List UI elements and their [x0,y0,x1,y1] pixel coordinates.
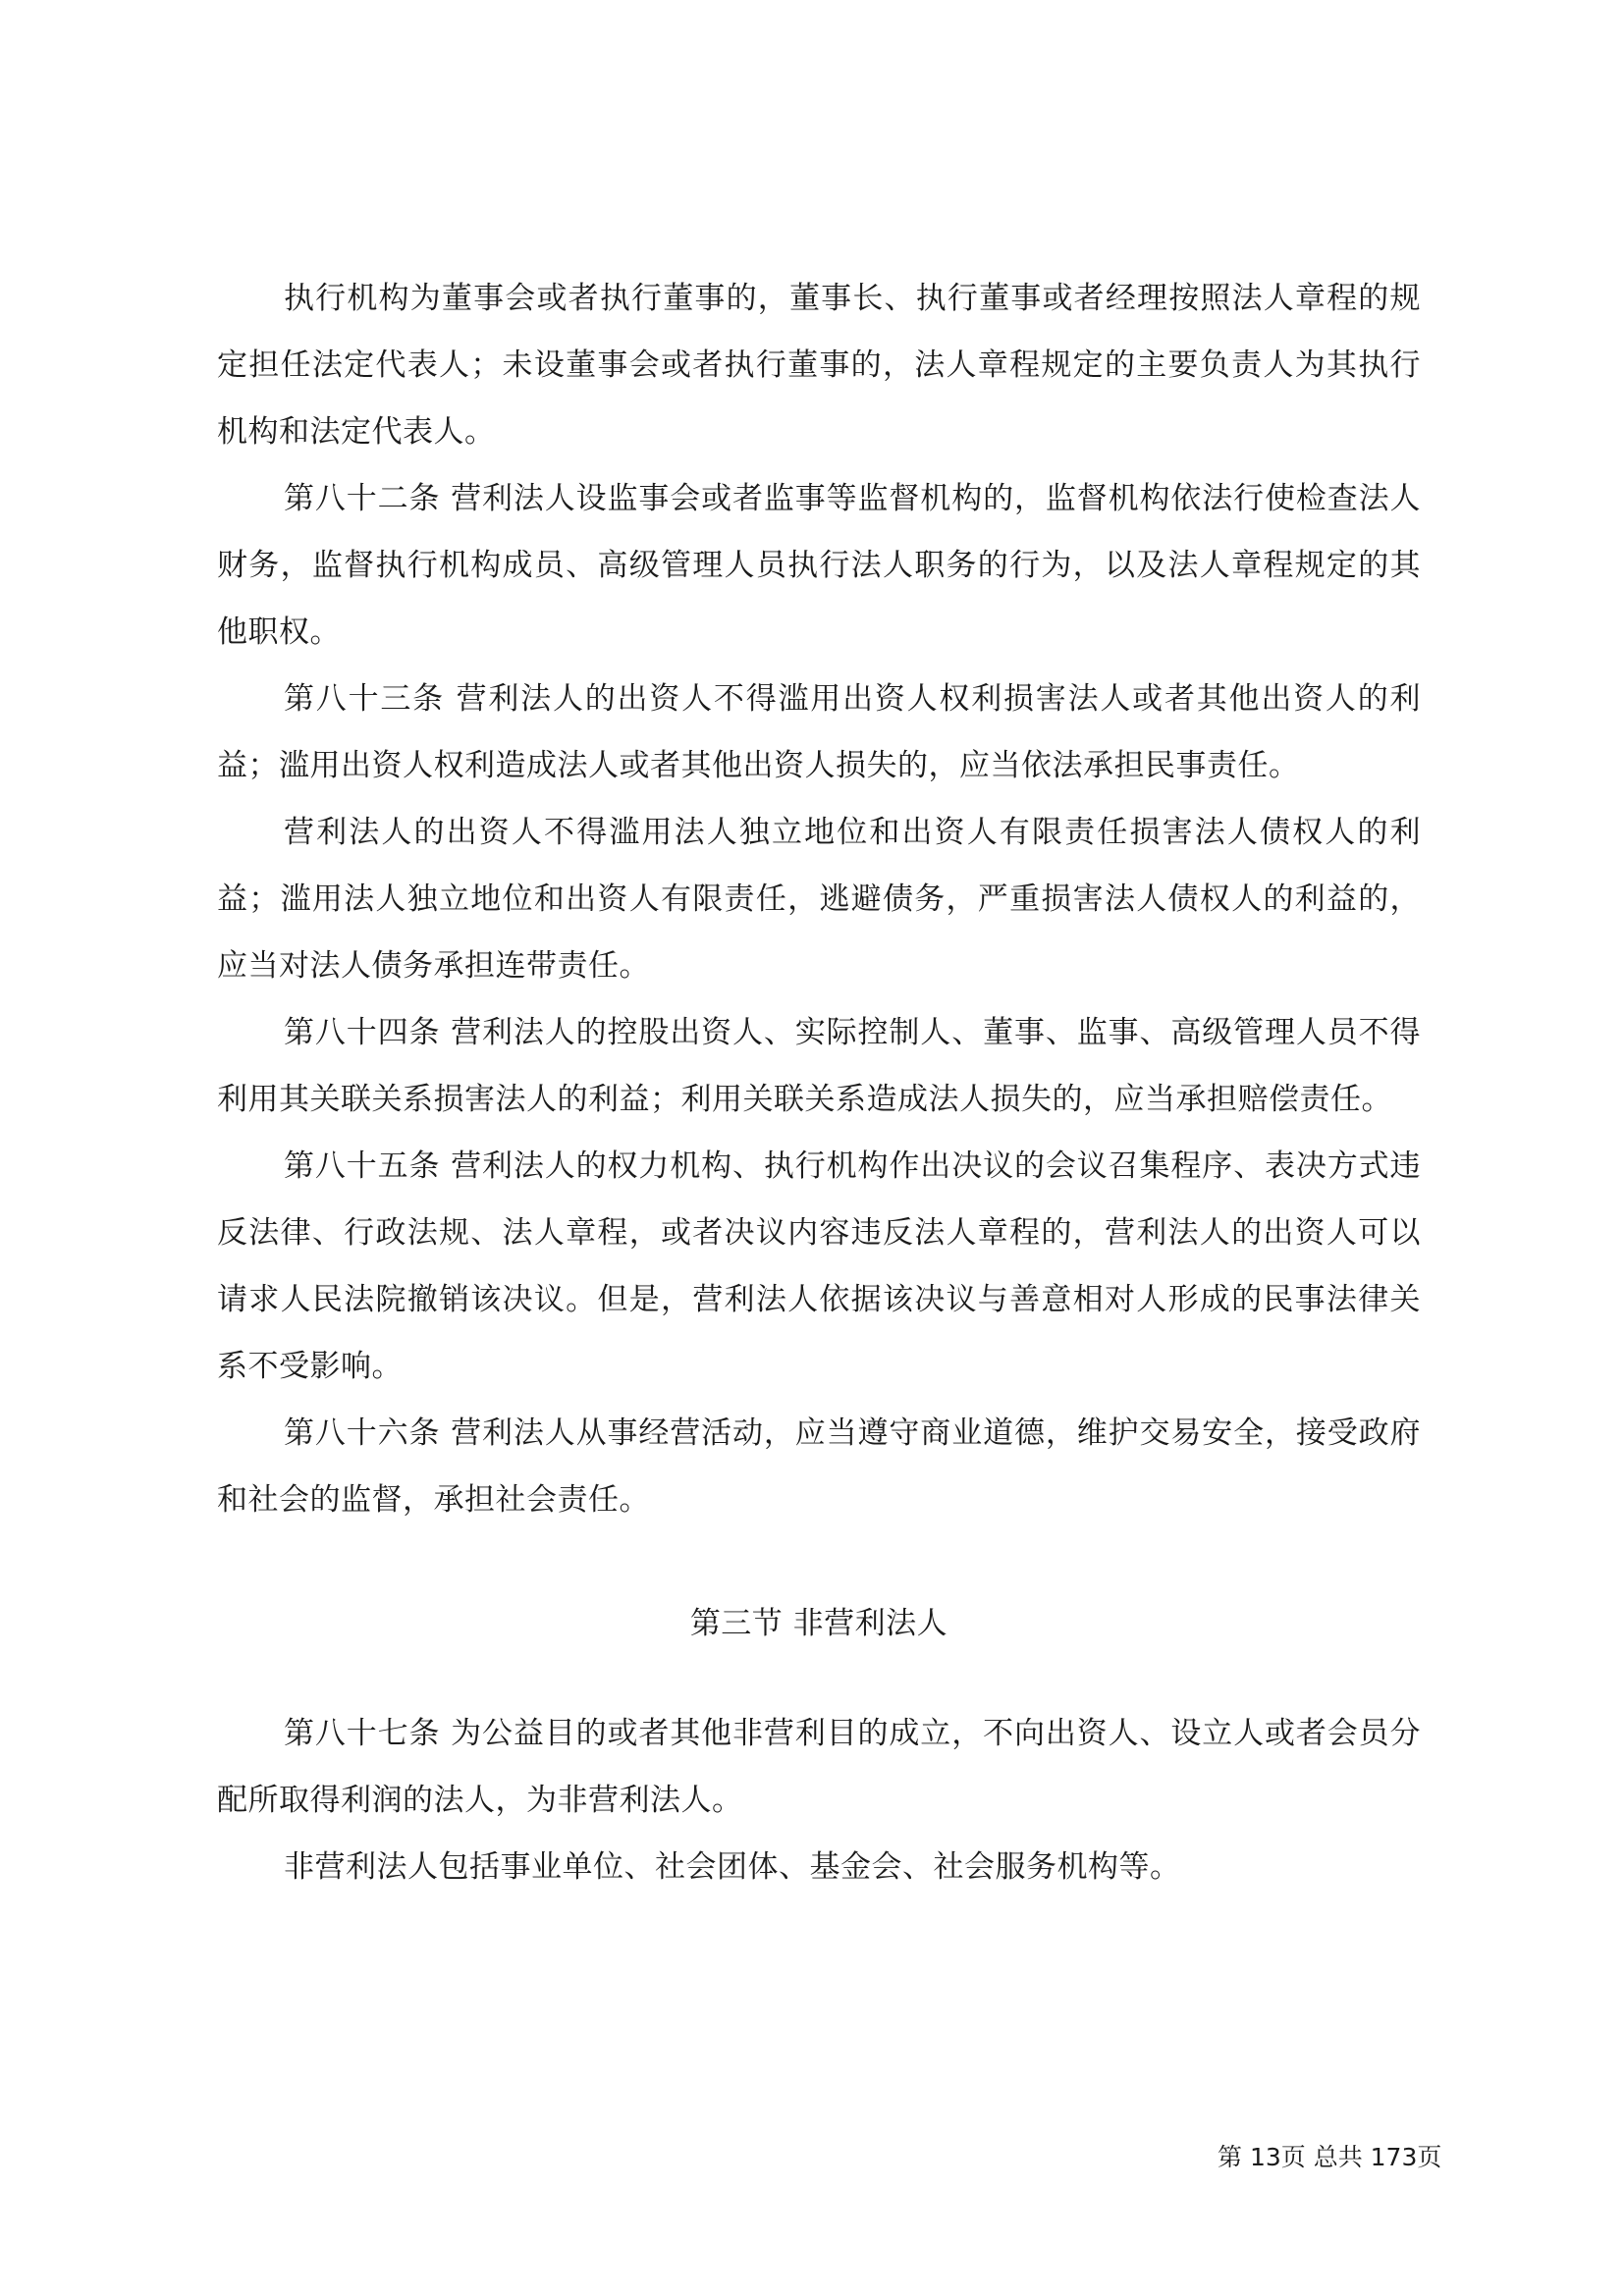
article-87-paragraph: 第八十七条 为公益目的或者其他非营利目的成立，不向出资人、设立人或者会员分配所取得利润的法人，为非营利法人。 [217,1716,1421,1818]
article-84-paragraph: 第八十四条 营利法人的控股出资人、实际控制人、董事、监事、高级管理人员不得利用其关联关系损害法人的利益；利用关联关系造成法人损失的，应当承担赔偿责任。 [217,1015,1421,1117]
document-body [217,265,1421,1900]
paragraph: 非营利法人包括事业单位、社会团体、基金会、社会服务机构等。 [284,1849,1181,1885]
article-86-paragraph: 第八十六条 营利法人从事经营活动，应当遵守商业道德，维护交易安全，接受政府和社会的监督，承担社会责任。 [217,1415,1421,1518]
article-83-paragraph: 第八十三条 营利法人的出资人不得滥用出资人权利损害法人或者其他出资人的利益；滥用出资人权利造成法人或者其他出资人损失的，应当依法承担民事责任。 [217,681,1421,783]
article-85-paragraph: 第八十五条 营利法人的权力机构、执行机构作出决议的会议召集程序、表决方式违反法律、行政法规、法人章程，或者决议内容违反法人章程的，营利法人的出资人可以请求人民法院撤销该决议。但是，营利法人依据该决议与善意相对人形成的民事法律关系不受影响。 [217,1148,1421,1384]
article-82-paragraph: 第八十二条 营利法人设监事会或者监事等监督机构的，监督机构依法行使检查法人财务，监督执行机构成员、高级管理人员执行法人职务的行为，以及法人章程规定的其他职权。 [217,481,1421,650]
page-number-footer: 第 13页 总共 173页 [1218,2143,1442,2171]
paragraph: 营利法人的出资人不得滥用法人独立地位和出资人有限责任损害法人债权人的利益；滥用法人独立地位和出资人有限责任，逃避债务，严重损害法人债权人的利益的，应当对法人债务承担连带责任。 [217,815,1421,984]
section-heading: 第三节 非营利法人 [689,1606,948,1641]
paragraph: 执行机构为董事会或者执行董事的，董事长、执行董事或者经理按照法人章程的规定担任法定代表人；未设董事会或者执行董事的，法人章程规定的主要负责人为其执行机构和法定代表人。 [217,281,1421,450]
